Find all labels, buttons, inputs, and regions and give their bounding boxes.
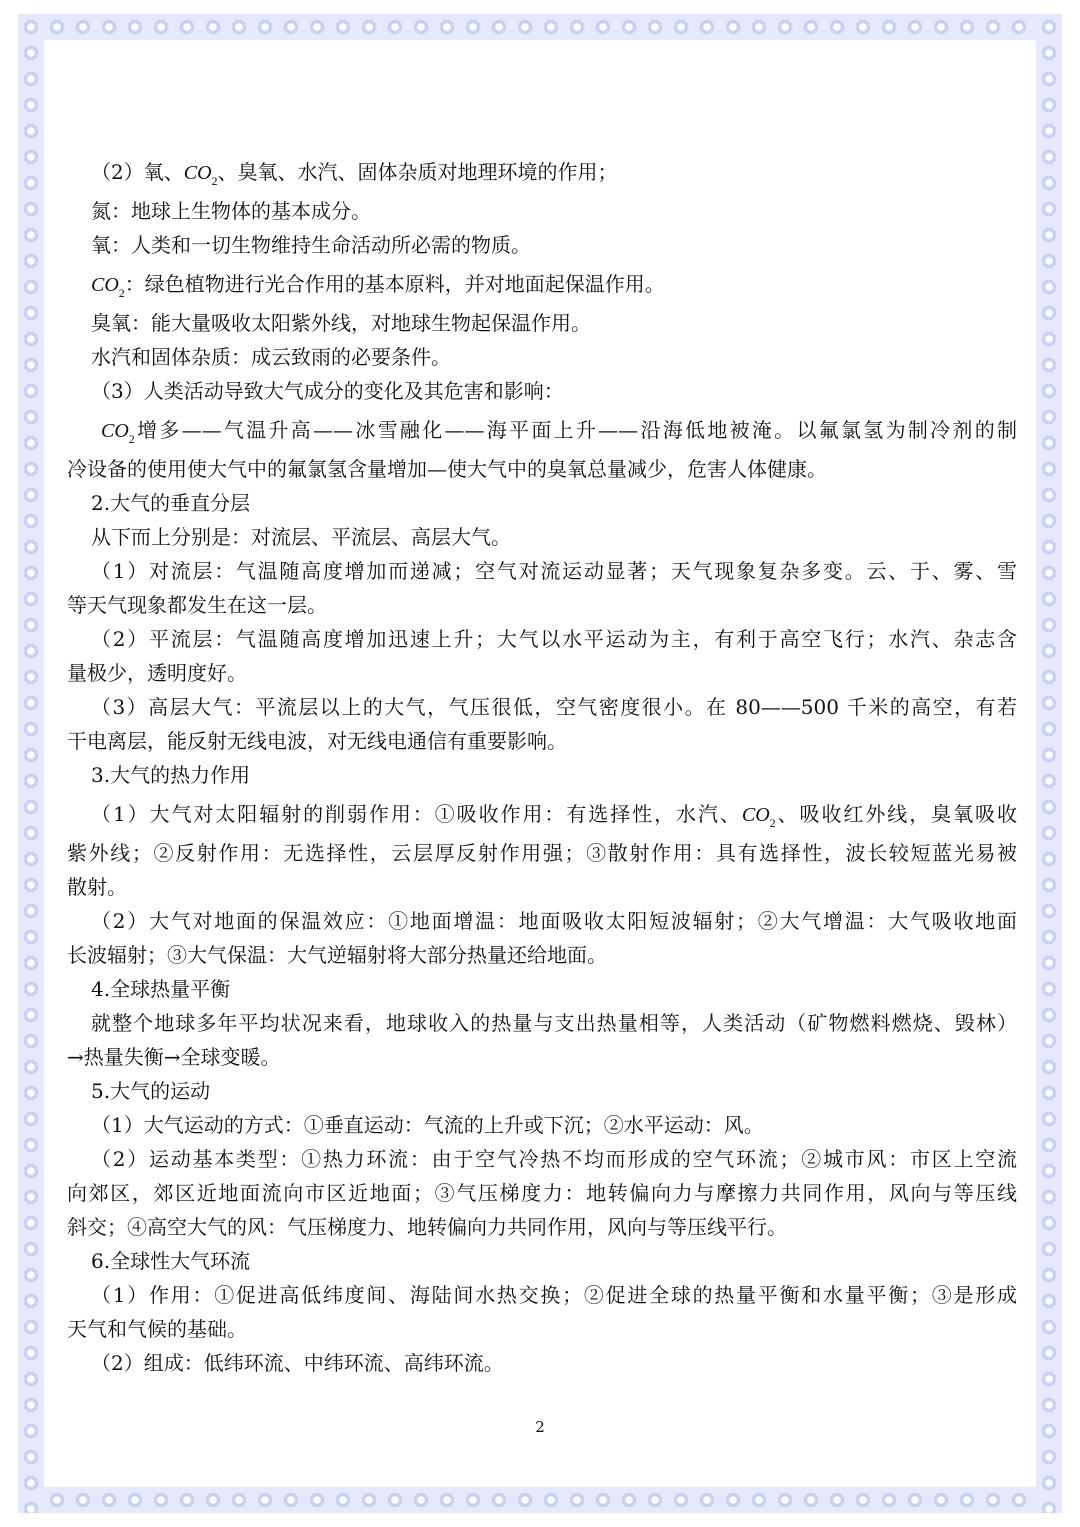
text-line-14: 量极少，透明度好。 [67,661,247,685]
page-number: 2 [535,1418,545,1436]
border-left [18,14,44,1513]
heading-vertical-layers: 2.大气的垂直分层 [91,491,251,515]
text-line-28: （2）运动基本类型：①热力环流：由于空气冷热不均而形成的空气环流；②城市风：市区上空流 [91,1147,1017,1171]
text-line-24: 就整个地球多年平均状况来看，地球收入的热量与支出热量相等，人类活动（矿物燃料燃烧、毁林） [91,1011,1017,1035]
heading-thermal-effect: 3.大气的热力作用 [91,763,251,787]
text-line-16: 干电离层，能反射无线电波，对无线电通信有重要影响。 [67,729,567,753]
text-line-20: 散射。 [67,875,127,899]
text-line-13: （2）平流层：气温随高度增加迅速上升；大气以水平运动为主，有利于高空飞行；水汽、杂志含 [91,627,1017,651]
text-line-12: 等天气现象都发生在这一层。 [67,593,327,617]
text-line-21: （2）大气对地面的保温效应：①地面增温：地面吸收太阳短波辐射；②大气增温：大气吸收地面 [91,909,1017,933]
text-line-8: 冷设备的使用使大气中的氟氯氢含量增加—使大气中的臭氧总量减少，危害人体健康。 [67,457,827,481]
text-line-0: （2）氧、$CO_2$、臭氧、水汽、固体杂质对地理环境的作用； [91,160,618,188]
text-line-22: 长波辐射；③大气保温：大气逆辐射将大部分热量还给地面。 [67,943,607,967]
heading-heat-balance: 4.全球热量平衡 [91,977,231,1001]
text-line-18: （1）大气对太阳辐射的削弱作用：①吸收作用：有选择性，水汽、$CO_2$、吸收红外线，臭氧吸收 [91,802,1017,830]
co2-formula: $CO_2$ [183,162,218,188]
border-bottom [18,1487,1062,1513]
co2-formula: $CO_2$ [101,420,135,446]
text-line-27: （1）大气运动的方式：①垂直运动：气流的上升或下沉；②水平运动：风。 [91,1113,764,1137]
text-line-15: （3）高层大气：平流层以上的大气，气压很低，空气密度很小。在 80——500 千米的高空，有若 [91,695,1017,719]
text-line-2: 氧：人类和一切生物维持生命活动所必需的物质。 [91,233,531,257]
text-line-11: （1）对流层：气温随高度增加而递减；空气对流运动显著；天气现象复杂多变。云、于、雾、雪 [91,559,1017,583]
text-line-32: （1）作用：①促进高低纬度间、海陆间水热交换；②促进全球的热量平衡和水量平衡；③是形成 [91,1283,1017,1307]
text-line-25: →热量失衡→全球变暖。 [67,1045,281,1069]
text-line-19: 紫外线；②反射作用：无选择性，云层厚反射作用强；③散射作用：具有选择性，波长较短蓝光易被 [67,841,1017,865]
heading-atmospheric-motion: 5.大气的运动 [91,1079,211,1103]
border-top [18,14,1062,40]
text-line-1: 氮：地球上生物体的基本成分。 [91,199,371,223]
text-line-7: $CO_2$增多——气温升高——冰雪融化——海平面上升——沿海低地被淹。以氟氯氢为制冷剂的制 [101,418,1017,446]
text-line-29: 向郊区，郊区近地面流向市区近地面；③气压梯度力：地转偏向力与摩擦力共同作用，风向与等压线 [67,1181,1017,1205]
text-line-5: 水汽和固体杂质：成云致雨的必要条件。 [91,345,451,369]
co2-formula: $CO_2$ [91,274,125,300]
heading-global-circulation: 6.全球性大气环流 [91,1249,251,1273]
text-line-6: （3）人类活动导致大气成分的变化及其危害和影响： [91,379,564,403]
text-line-34: （2）组成：低纬环流、中纬环流、高纬环流。 [91,1351,504,1375]
text-line-33: 天气和气候的基础。 [67,1317,247,1341]
co2-formula: $CO_2$ [741,804,776,830]
text-line-3: $CO_2$：绿色植物进行光合作用的基本原料，并对地面起保温作用。 [91,272,665,300]
document-body [67,150,1017,1380]
text-line-4: 臭氧：能大量吸收太阳紫外线，对地球生物起保温作用。 [91,311,591,335]
text-line-10: 从下而上分别是：对流层、平流层、高层大气。 [91,525,511,549]
text-line-30: 斜交；④高空大气的风：气压梯度力、地转偏向力共同作用，风向与等压线平行。 [67,1215,787,1239]
border-right [1036,14,1062,1513]
